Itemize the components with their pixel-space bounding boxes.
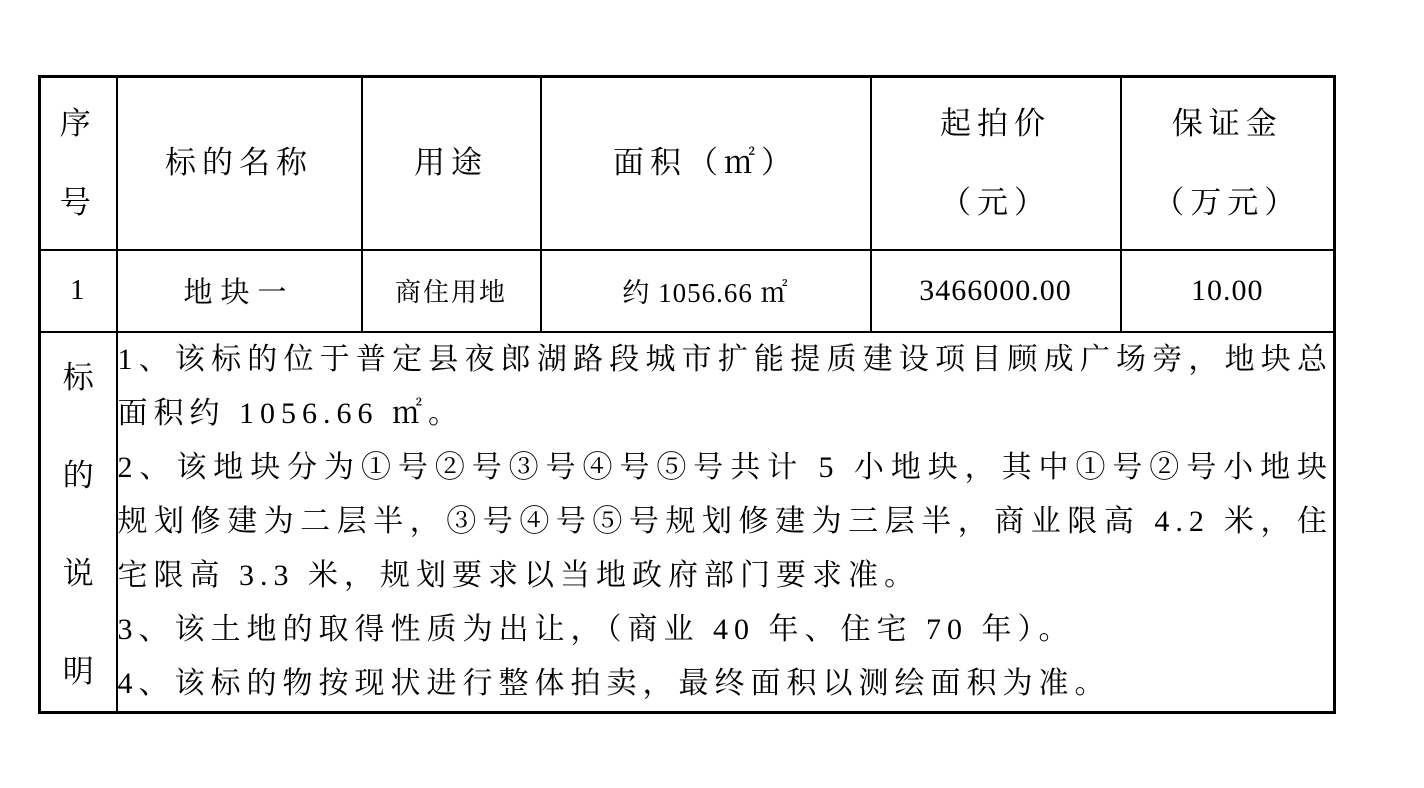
lot-description-row bbox=[40, 332, 1335, 713]
header-serial-line1: 序 bbox=[59, 105, 97, 141]
description-item-4: 4、该标的物按现状进行整体拍卖，最终面积以测绘面积为准。 bbox=[117, 666, 1111, 700]
cell-serial-number: 1 bbox=[40, 250, 117, 332]
column-header-usage: 用途 bbox=[362, 77, 541, 250]
cell-usage: 商住用地 bbox=[362, 250, 541, 332]
column-header-starting-price bbox=[871, 77, 1121, 250]
description-item-1: 1、该标的位于普定县夜郎湖路段城市扩能提质建设项目顾成广场旁，地块总面积约 1056.66 ㎡。 bbox=[117, 342, 1333, 430]
description-label-char-4: 明 bbox=[62, 654, 94, 690]
description-item-3: 3、该土地的取得性质为出让，（商业 40 年、住宅 70 年）。 bbox=[117, 612, 1075, 646]
cell-area: 约 1056.66 ㎡ bbox=[541, 250, 871, 332]
description-label-char-1: 标 bbox=[62, 359, 94, 395]
description-content-cell bbox=[117, 332, 1335, 713]
cell-starting-price: 3466000.00 bbox=[871, 250, 1121, 332]
description-item-2: 2、该地块分为①号②号③号④号⑤号共计 5 小地块，其中①号②号小地块规划修建为二层半，③号④号⑤号规划修建为三层半，商业限高 4.2 米，住宅限高 3.3 米，规划要求以当地政府部门要求准。 bbox=[117, 450, 1333, 592]
header-deposit-line2: （万元） bbox=[1153, 185, 1302, 221]
header-serial-line2: 号 bbox=[59, 185, 97, 221]
cell-lot-name: 地块一 bbox=[117, 250, 362, 332]
header-price-line2: （元） bbox=[940, 185, 1051, 221]
column-header-area: 面积（㎡） bbox=[541, 77, 871, 250]
auction-lot-table bbox=[38, 75, 1336, 714]
column-header-serial-number bbox=[40, 77, 117, 250]
description-label-cell bbox=[40, 332, 117, 713]
table-header-row bbox=[40, 77, 1335, 250]
column-header-deposit bbox=[1121, 77, 1335, 250]
lot-data-row bbox=[40, 250, 1335, 332]
header-deposit-line1: 保证金 bbox=[1171, 105, 1283, 141]
description-label-char-2: 的 bbox=[62, 457, 94, 493]
header-price-line1: 起拍价 bbox=[940, 105, 1051, 141]
cell-deposit: 10.00 bbox=[1121, 250, 1335, 332]
description-label bbox=[41, 338, 116, 706]
column-header-lot-name: 标的名称 bbox=[117, 77, 362, 250]
description-label-char-3: 说 bbox=[62, 556, 94, 592]
